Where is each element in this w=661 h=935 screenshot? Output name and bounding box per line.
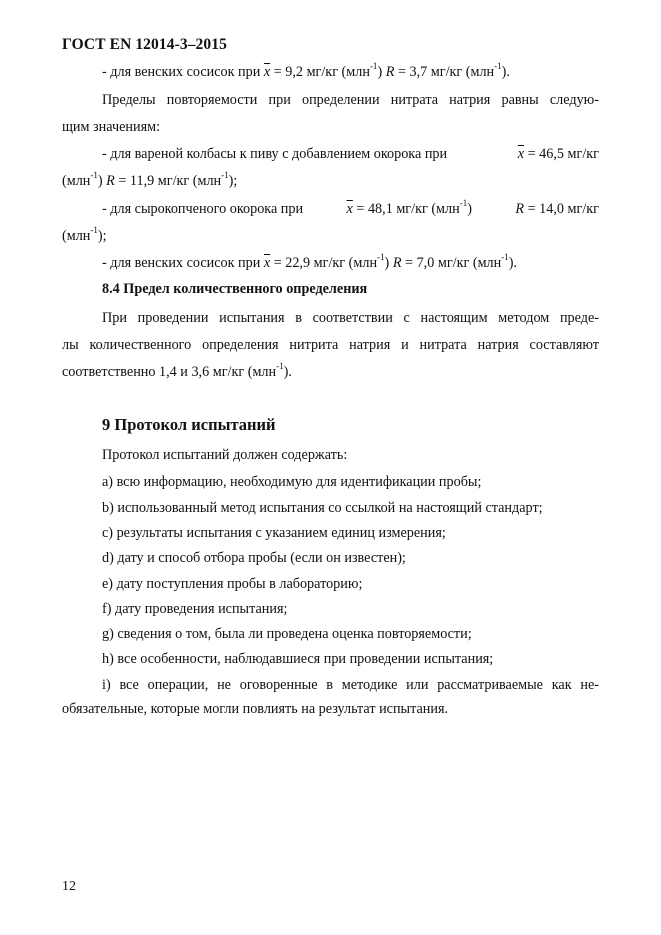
section-8-4-paragraph-line-3 [62, 363, 292, 381]
protocol-item-i-line-1: i) все операции, не оговоренные в методике или рассматриваемые как не- [102, 677, 599, 693]
superscript: -1 [501, 252, 509, 263]
text-segment: = 9,2 мг/кг (млн [270, 64, 370, 80]
mean-symbol: $\overline{x}$ [517, 146, 525, 162]
superscript: -1 [221, 170, 229, 181]
superscript: -1 [90, 170, 98, 181]
superscript: -1 [90, 225, 98, 236]
text-segment: - для венских сосисок при [102, 64, 261, 80]
protocol-item-d: d) дату и способ отбора пробы (если он известен); [102, 550, 406, 566]
repeatability-symbol: R [392, 255, 402, 271]
text-segment: - для вареной колбасы к пиву с добавлением окорока при [102, 146, 448, 162]
text-segment: = 7,0 мг/кг (млн [401, 255, 502, 271]
superscript: -1 [459, 198, 468, 209]
section-9-intro: Протокол испытаний должен содержать: [102, 447, 348, 463]
nitrate-intro-line-2: щим значениям: [62, 119, 161, 135]
protocol-item-g: g) сведения о том, была ли проведена оценка повторяемости; [102, 626, 472, 642]
text-segment: (млн [62, 228, 91, 244]
repeatability-symbol: R [385, 64, 395, 80]
text-segment: - для сырокопченого окорока при [102, 201, 304, 217]
text-segment: = 14,0 мг/кг [524, 201, 599, 217]
section-8-4-paragraph-line-1: При проведении испытания в соответствии с настоящим методом преде- [102, 310, 599, 326]
text-segment: = 3,7 мг/кг (млн [394, 64, 495, 80]
text-segment: ) [467, 201, 472, 217]
protocol-item-c: c) результаты испытания с указанием единиц измерения; [102, 525, 446, 541]
text-segment: = 48,1 мг/кг (млн [352, 201, 460, 217]
section-9-heading: 9 Протокол испытаний [102, 415, 276, 434]
repeatability-symbol: R [515, 201, 525, 217]
section-8-4-paragraph-line-2: лы количественного определения нитрита натрия и нитрата натрия составляют [62, 337, 599, 353]
text-segment: (млн [62, 173, 91, 189]
text-segment: ) [384, 255, 393, 271]
superscript: -1 [276, 361, 284, 372]
mean-symbol: $\overline{x}$ [346, 201, 353, 217]
document-code-header: ГОСТ EN 12014-3–2015 [62, 36, 227, 53]
protocol-item-f: f) дату проведения испытания; [102, 601, 288, 617]
superscript: -1 [377, 252, 385, 263]
mean-symbol: $\overline{x}$ [263, 64, 271, 80]
mean-symbol: $\overline{x}$ [263, 255, 271, 271]
text-segment: ). [501, 64, 510, 80]
protocol-item-e: e) дату поступления пробы в лабораторию; [102, 576, 363, 592]
text-segment: соответственно 1,4 и 3,6 мг/кг (млн [62, 364, 277, 380]
protocol-item-a: a) всю информацию, необходимую для идентификации пробы; [102, 474, 482, 490]
text-segment: = 11,9 мг/кг (млн [114, 173, 222, 189]
section-8-4-heading: 8.4 Предел количественного определения [102, 281, 368, 297]
text-segment: = 46,5 мг/кг [524, 146, 599, 162]
text-segment: ) [97, 173, 107, 189]
text-segment: ). [283, 364, 292, 380]
superscript: -1 [494, 61, 502, 72]
text-segment: ) [377, 64, 386, 80]
nitrate-intro-line-1: Пределы повторяемости при определении нитрата натрия равны следую- [102, 92, 599, 108]
repeatability-symbol: R [106, 173, 115, 189]
protocol-item-b: b) использованный метод испытания со ссылкой на настоящий стандарт; [102, 500, 543, 516]
nitrate-smoked-line-1 [102, 200, 599, 218]
nitrate-smoked-line-2 [62, 227, 107, 245]
text-segment: - для венских сосисок при [102, 255, 261, 271]
nitrate-boiled-line-1 [102, 145, 599, 163]
text-segment: ); [228, 173, 238, 189]
nitrate-vienna-line [102, 254, 517, 272]
nitrate-boiled-line-2 [62, 172, 237, 190]
superscript: -1 [369, 61, 378, 72]
nitrite-vienna-line [102, 63, 510, 81]
text-segment: = 22,9 мг/кг (млн [270, 255, 378, 271]
protocol-item-h: h) все особенности, наблюдавшиеся при проведении испытания; [102, 651, 494, 667]
protocol-item-i-line-2: обязательные, которые могли повлиять на результат испытания. [62, 701, 449, 717]
text-segment: ); [97, 228, 107, 244]
page-number: 12 [62, 879, 76, 894]
text-segment: ). [508, 255, 518, 271]
